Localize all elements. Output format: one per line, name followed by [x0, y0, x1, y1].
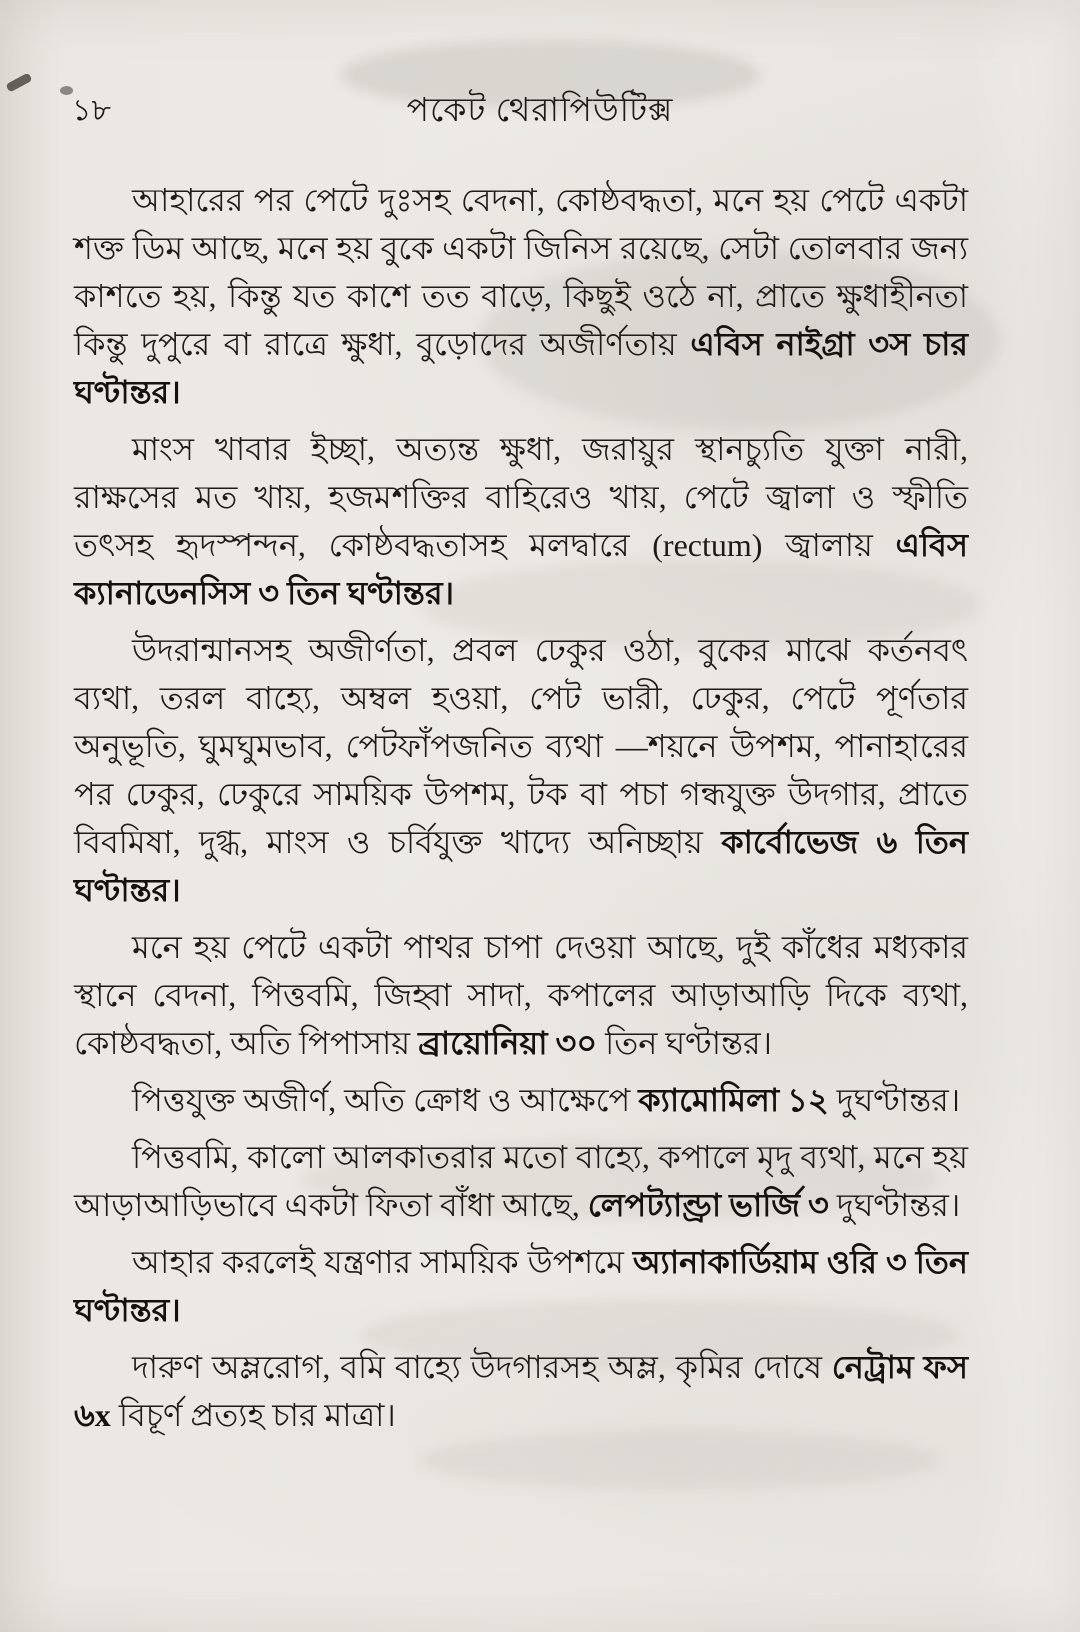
paragraph	[74, 1238, 968, 1334]
remedy-name-bold: ক্যামোমিলা ১২	[638, 1082, 829, 1118]
paragraph	[74, 626, 968, 914]
remedy-name-bold: অ্যানাকার্ডিয়াম ওরি ৩ তিন ঘণ্টান্তর।	[74, 1244, 969, 1328]
page-header	[0, 0, 1080, 150]
paragraph	[74, 923, 968, 1067]
text-run: পিত্তযুক্ত অজীর্ণ, অতি ক্রোধ ও আক্ষেপে	[132, 1082, 639, 1118]
remedy-name-bold: কার্বোভেজ ৬ তিন ঘণ্টান্তর।	[74, 824, 968, 908]
remedy-name-bold: এবিস নাইগ্রা ৩স চার ঘণ্টান্তর।	[74, 326, 968, 410]
page-number: ১৮	[72, 94, 111, 127]
page-body	[74, 176, 968, 1448]
paragraph	[74, 425, 968, 617]
page-title: পকেট থেরাপিউটিক্স	[406, 93, 674, 129]
text-run: আহারের পর পেটে দুঃসহ বেদনা, কোষ্ঠবদ্ধতা, মনে হয় পেটে একটা শক্ত ডিম আছে, মনে হয় বুকে একটা জিনিস রয়েছে, সেটা তোলবার জন্য কাশতে হয়, কিন্তু যত কাশে তত বাড়ে, কিছুই ওঠে না, প্রাতে ক্ষুধাহীনতা কিন্তু দুপুরে বা রাত্রে ক্ষুধা, বুড়োদের অজীর্ণতায়	[74, 182, 968, 362]
text-run: দুঘণ্টান্তর।	[828, 1187, 961, 1223]
paragraph	[74, 1343, 968, 1439]
text-run: উদরান্মানসহ অজীর্ণতা, প্রবল ঢেকুর ওঠা, বুকের মাঝে কর্তনবৎ ব্যথা, তরল বাহ্যে, অম্বল হওয়া, পেট ভারী, ঢেকুর, পেটে পূর্ণতার অনুভূতি, ঘুমঘুমভাব, পেটফাঁপজনিত ব্যথা —শয়নে উপশম, পানাহারের পর ঢেকুর, ঢেকুরে সাময়িক উপশম, টক বা পচা গন্ধযুক্ত উদগার, প্রাতে বিবমিষা, দুগ্ধ, মাংস ও চর্বিযুক্ত খাদ্যে অনিচ্ছায়	[74, 632, 968, 860]
remedy-name-bold: লেপট্যাণ্ড্রা ভার্জি ৩	[587, 1187, 829, 1223]
text-run: আহার করলেই যন্ত্রণার সাময়িক উপশমে	[132, 1244, 633, 1280]
paragraph	[74, 1133, 968, 1229]
paragraph	[74, 176, 968, 416]
remedy-name-bold: নেট্রাম ফস ৬x	[74, 1349, 968, 1433]
text-run: বিচূর্ণ প্রত্যহ চার মাত্রা।	[110, 1397, 396, 1433]
remedy-name-bold: ব্রায়োনিয়া ৩০	[418, 1025, 598, 1061]
paragraph	[74, 1076, 968, 1124]
text-run: তিন ঘণ্টান্তর।	[597, 1025, 773, 1061]
text-run: মনে হয় পেটে একটা পাথর চাপা দেওয়া আছে, দুই কাঁধের মধ্যকার স্থানে বেদনা, পিত্তবমি, জিহ্বা সাদা, কপালের আড়াআড়ি দিকে ব্যথা, কোষ্ঠবদ্ধতা, অতি পিপাসায়	[74, 929, 968, 1061]
remedy-name-bold: এবিস ক্যানাডেনসিস ৩ তিন ঘণ্টান্তর।	[74, 527, 968, 611]
text-run: দারুণ অম্লরোগ, বমি বাহ্যে উদগারসহ অম্ল, কৃমির দোষে	[132, 1349, 832, 1385]
text-run: মাংস খাবার ইচ্ছা, অত্যন্ত ক্ষুধা, জরায়ুর স্থানচ্যুতি যুক্তা নারী, রাক্ষসের মত খায়, হজমশক্তির বাহিরেও খায়, পেটে জ্বালা ও স্ফীতি তৎসহ হৃদস্পন্দন, কোষ্ঠবদ্ধতাসহ মলদ্বারে (rectum) জ্বালায়	[74, 431, 968, 563]
text-run: দুঘণ্টান্তর।	[828, 1082, 961, 1118]
text-run: পিত্তবমি, কালো আলকাতরার মতো বাহ্যে, কপালে মৃদু ব্যথা, মনে হয় আড়াআড়িভাবে একটা ফিতা বাঁধা আছে,	[74, 1139, 968, 1223]
